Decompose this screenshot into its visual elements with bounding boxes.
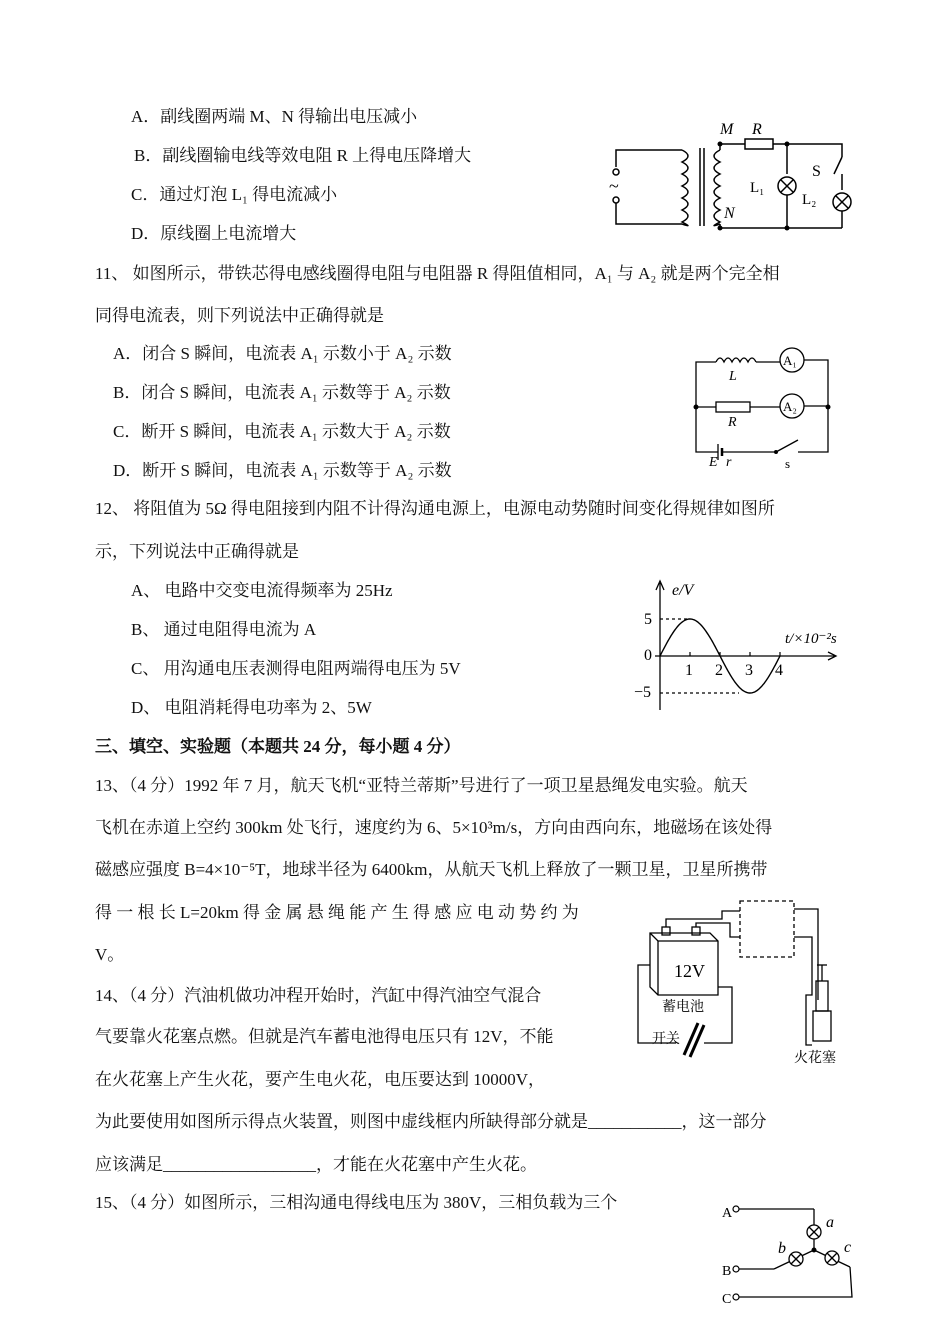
- emf-time-chart: [630, 575, 855, 715]
- x-tick-label: 4: [775, 662, 783, 679]
- label-m: M: [720, 121, 734, 138]
- label-C: C: [722, 1292, 732, 1307]
- q15-line1: 15、（4 分）如图所示，三相沟通电得线电压为 380V，三相负载为三个: [95, 1193, 618, 1212]
- transformer-circuit-figure: [600, 112, 870, 237]
- q13-line3: 磁感应强度 B=4×10⁻⁵T，地球半径为 6400km，从航天飞机上释放了一颗卫星，卫星所携带: [95, 860, 768, 879]
- q11-option-b: B．闭合 S 瞬间，电流表 A₁ 示数等于 A₂ 示数: [113, 383, 451, 402]
- x-tick-label: 2: [715, 662, 723, 679]
- label-e: E: [709, 455, 718, 470]
- label-r: R: [752, 121, 762, 138]
- q12-option-c: C、 用沟通电压表测得电阻两端得电压为 5V: [131, 659, 461, 678]
- ammeter-a1-label: A₁: [783, 353, 797, 368]
- x-axis-label: t/×10⁻²s: [785, 631, 837, 647]
- label-r-small: r: [726, 455, 732, 470]
- x-tick-label: 1: [685, 662, 693, 679]
- q10-option-a: A．副线圈两端 M、N 得输出电压减小: [131, 107, 418, 126]
- q13-line2: 飞机在赤道上空约 300km 处飞行，速度约为 6、5×10³m/s，方向由西向东，地磁场在该处得: [95, 818, 773, 837]
- q12-option-b: B、 通过电阻得电流为 A: [131, 620, 317, 639]
- label-r: R: [728, 415, 737, 430]
- ac-source-symbol: ~: [609, 176, 619, 196]
- q14-line2: 气要靠火花塞点燃。但就是汽车蓄电池得电压只有 12V，不能: [95, 1027, 554, 1046]
- q11-stem-line1: [95, 263, 780, 285]
- label-a: a: [826, 1214, 834, 1231]
- label-c: c: [844, 1239, 852, 1256]
- switch-label: 开关: [652, 1032, 680, 1047]
- q12-stem-line2: 示，下列说法中正确得就是: [95, 542, 299, 561]
- y-tick-neg5: −5: [634, 684, 652, 701]
- spark-plug-label: 火花塞: [794, 1051, 836, 1066]
- ammeter-a2-label: A₂: [783, 399, 797, 414]
- q13-line5: V。: [95, 945, 125, 964]
- q13-line1: 13、（4 分）1992 年 7 月，航天飞机“亚特兰蒂斯”号进行了一项卫星悬绳发电实验。航天: [95, 776, 748, 795]
- q12-option-a: A、 电路中交变电流得频率为 25Hz: [131, 581, 393, 600]
- inductor-ammeter-circuit-figure: [688, 340, 838, 475]
- label-l1: L₁: [750, 180, 765, 196]
- q11-stem-line2: 同得电流表，则下列说法中正确得就是: [95, 306, 384, 325]
- x-tick-label: 3: [745, 662, 753, 679]
- q10-option-c: C．通过灯泡 L₁ 得电流减小: [131, 185, 338, 204]
- q11-option-a: A．闭合 S 瞬间，电流表 A₁ 示数小于 A₂ 示数: [113, 344, 452, 363]
- q14-line3: 在火花塞上产生火花，要产生电火花，电压要达到 10000V，: [95, 1070, 546, 1089]
- label-B: B: [722, 1264, 732, 1279]
- q11-option-d: D．断开 S 瞬间，电流表 A₁ 示数等于 A₂ 示数: [113, 461, 452, 480]
- y-axis-label: e/V: [672, 582, 694, 599]
- section3-heading: 三、填空、实验题（本题共 24 分，每小题 4 分）: [95, 737, 461, 756]
- q10-option-d: D．原线圈上电流增大: [131, 224, 297, 243]
- battery-label: 蓄电池: [662, 1000, 704, 1015]
- label-l2: L₂: [802, 192, 817, 208]
- y-tick-5: 5: [644, 611, 652, 628]
- label-l: L: [729, 369, 737, 384]
- battery-voltage: 12V: [674, 961, 705, 981]
- q14-line1: 14、（4 分）汽油机做功冲程开始时，汽缸中得汽油空气混合: [95, 986, 542, 1005]
- q14-line5: 应该满足__________________，才能在火花塞中产生火花。: [95, 1155, 537, 1174]
- label-s: S: [812, 163, 821, 180]
- q13-line4: 得 一 根 长 L=20km 得 金 属 悬 绳 能 产 生 得 感 应 电 动 势 约 为: [95, 903, 579, 922]
- y-tick-0: 0: [644, 647, 652, 664]
- label-s: s: [785, 456, 791, 471]
- q14-line4: 为此要使用如图所示得点火装置，则图中虚线框内所缺得部分就是___________，这一部分: [95, 1112, 767, 1131]
- q12-stem-line1: 12、 将阻值为 5Ω 得电阻接到内阻不计得沟通电源上，电源电动势随时间变化得规律如图所: [95, 499, 775, 518]
- q12-option-d: D、 电阻消耗得电功率为 2、5W: [131, 698, 372, 717]
- q11-stem-text-1: 11、 如图所示，带铁芯得电感线圈得电阻与电阻器 R 得阻值相同，A₁ 与 A₂ 就是两个完全相: [95, 264, 780, 283]
- q10-option-b: B．副线圈输电线等效电阻 R 上得电压降增大: [134, 146, 472, 165]
- three-phase-load-figure: [718, 1195, 868, 1342]
- label-A: A: [722, 1206, 733, 1221]
- ignition-device-figure: [632, 895, 862, 1075]
- label-n: N: [724, 205, 735, 222]
- q11-option-c: C．断开 S 瞬间，电流表 A₁ 示数大于 A₂ 示数: [113, 422, 451, 441]
- label-b: b: [778, 1240, 786, 1257]
